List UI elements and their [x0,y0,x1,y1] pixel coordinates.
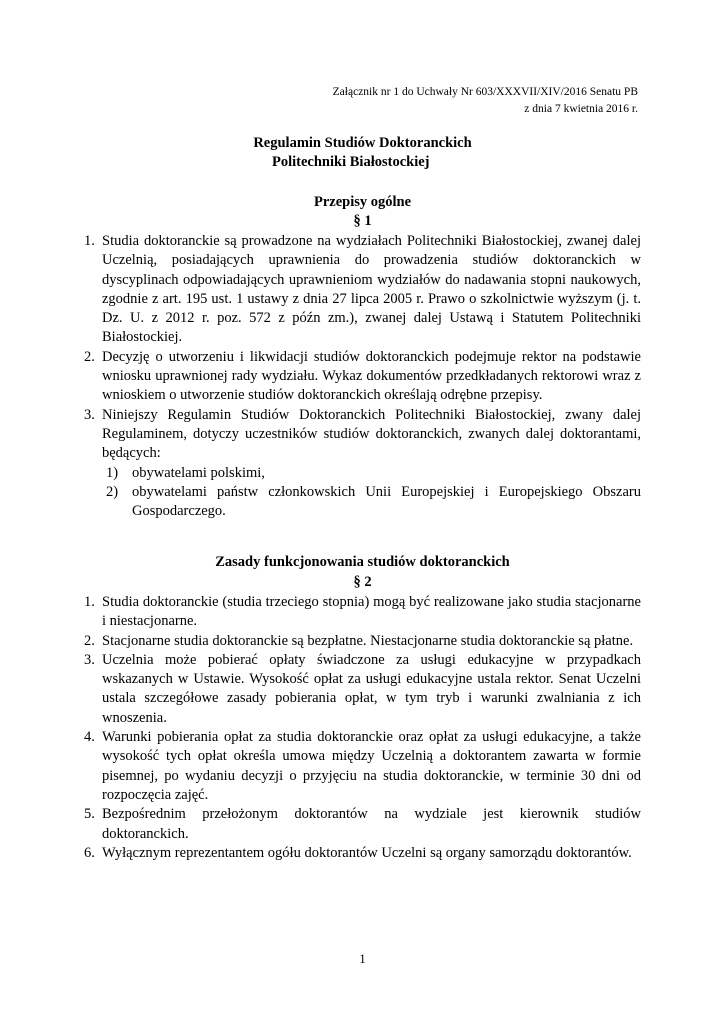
list-item-text: Warunki pobierania opłat za studia doktoranckie oraz opłat za usługi edukacyjne, a także wysokość tych opłat określa umowa między Uczelnią a doktorantem zawarta w formie pisemnej, po wydaniu decyzji o przyjęciu na studia doktoranckie, w terminie 30 dni od rozpoczęcia zajęć. [102,729,641,803]
list-item-number: 2. [84,348,95,365]
list-item-text: Wyłącznym reprezentantem ogółu doktorantów Uczelni są organy samorządu doktorantów. [102,844,632,861]
section2-list [78,593,641,863]
sub-list [102,464,641,522]
sub-list-item [102,464,641,483]
list-item-text: Studia doktoranckie (studia trzeciego stopnia) mogą być realizowane jako studia stacjonarne i niestacjonarne. [102,594,641,630]
list-item-number: 6. [84,844,95,861]
attachment-line-1: Załącznik nr 1 do Uchwały Nr 603/XXXVII/XIV/2016 Senatu PB [332,86,638,98]
list-item-text: Studia doktoranckie są prowadzone na wydziałach Politechniki Białostockiej, zwanej dalej Uczelnią, posiadających uprawnienia do prowadzenia studiów doktoranckich w dyscyplinach odpowiadających uprawnieniom wydziałów do nadawania stopni naukowych, zgodnie z art. 195 ust. 1 ustawy z dnia 27 lipca 2005 r. Prawo o szkolnictwie wyższym (j. t. Dz. U. z 2012 r. poz. 572 z późn zm.), zwanej dalej Ustawą i Statutem Politechniki Białostockiej. [102,233,641,346]
document-subtitle: Politechniki Białostockiej [272,154,430,170]
list-item-text: Decyzję o utworzeniu i likwidacji studiów doktoranckich podejmuje rektor na podstawie wniosku uprawnionej rady wydziału. Wykaz dokumentów przedkładanych rektorowi wraz z wnioskiem o utworzenie studiów doktoranckich określają odrębne przepisy. [102,348,641,404]
list-item-text: Niniejszy Regulamin Studiów Doktoranckich Politechniki Białostockiej, zwany dalej Regulaminem, dotyczy uczestników studiów doktoranckich, zwanych dalej doktorantami, będących: [102,406,641,462]
list-item-number: 1. [84,233,95,249]
list-item [78,728,641,805]
list-item [78,632,641,651]
attachment-note [333,84,638,118]
document-title: Regulamin Studiów Doktoranckich [253,135,472,151]
list-item [78,348,641,406]
list-item [78,805,641,844]
page-number: 1 [359,951,366,966]
section2-heading: Zasady funkcjonowania studiów doktoranckich [215,554,510,570]
list-item-text: Stacjonarne studia doktoranckie są bezpłatne. Niestacjonarne studia doktoranckie są płatne. [102,632,634,649]
list-item-number: 5. [84,806,95,823]
list-item [78,232,641,348]
attachment-line-2: z dnia 7 kwietnia 2016 r. [524,103,638,115]
sub-list-item-text: obywatelami państw członkowskich Unii Europejskiej i Europejskiego Obszaru Gospodarczego. [132,483,641,520]
list-item-text: Uczelnia może pobierać opłaty świadczone za usługi edukacyjne w przypadkach wskazanych w Ustawie. Wysokość opłat za usługi edukacyjne ustala rektor. Senat Uczelni ustala szczegółowe zasady pobierania opłat, w tym tryb i warunki zwalniania z ich wnoszenia. [102,651,641,726]
list-item-number: 3. [84,406,95,423]
list-item-text: Bezpośrednim przełożonym doktorantów na wydziale jest kierownik studiów doktoranckich. [102,806,641,842]
sub-list-item-number: 2) [106,483,119,500]
list-item [78,406,641,522]
list-item [78,844,641,863]
section1-list [78,232,641,521]
section1-heading: Przepisy ogólne [313,194,412,210]
sub-list-item-number: 1) [106,464,119,481]
section2-paragraph-mark: § 2 [353,574,372,590]
list-item-number: 4. [84,729,95,746]
list-item-number: 2. [84,632,95,649]
list-item [78,593,641,632]
sub-list-item-text: obywatelami polskimi, [132,464,265,481]
list-item [78,651,641,728]
list-item-number: 1. [84,594,95,610]
section1-paragraph-mark: § 1 [353,213,372,229]
list-item-number: 3. [84,651,95,668]
sub-list-item [102,483,641,522]
